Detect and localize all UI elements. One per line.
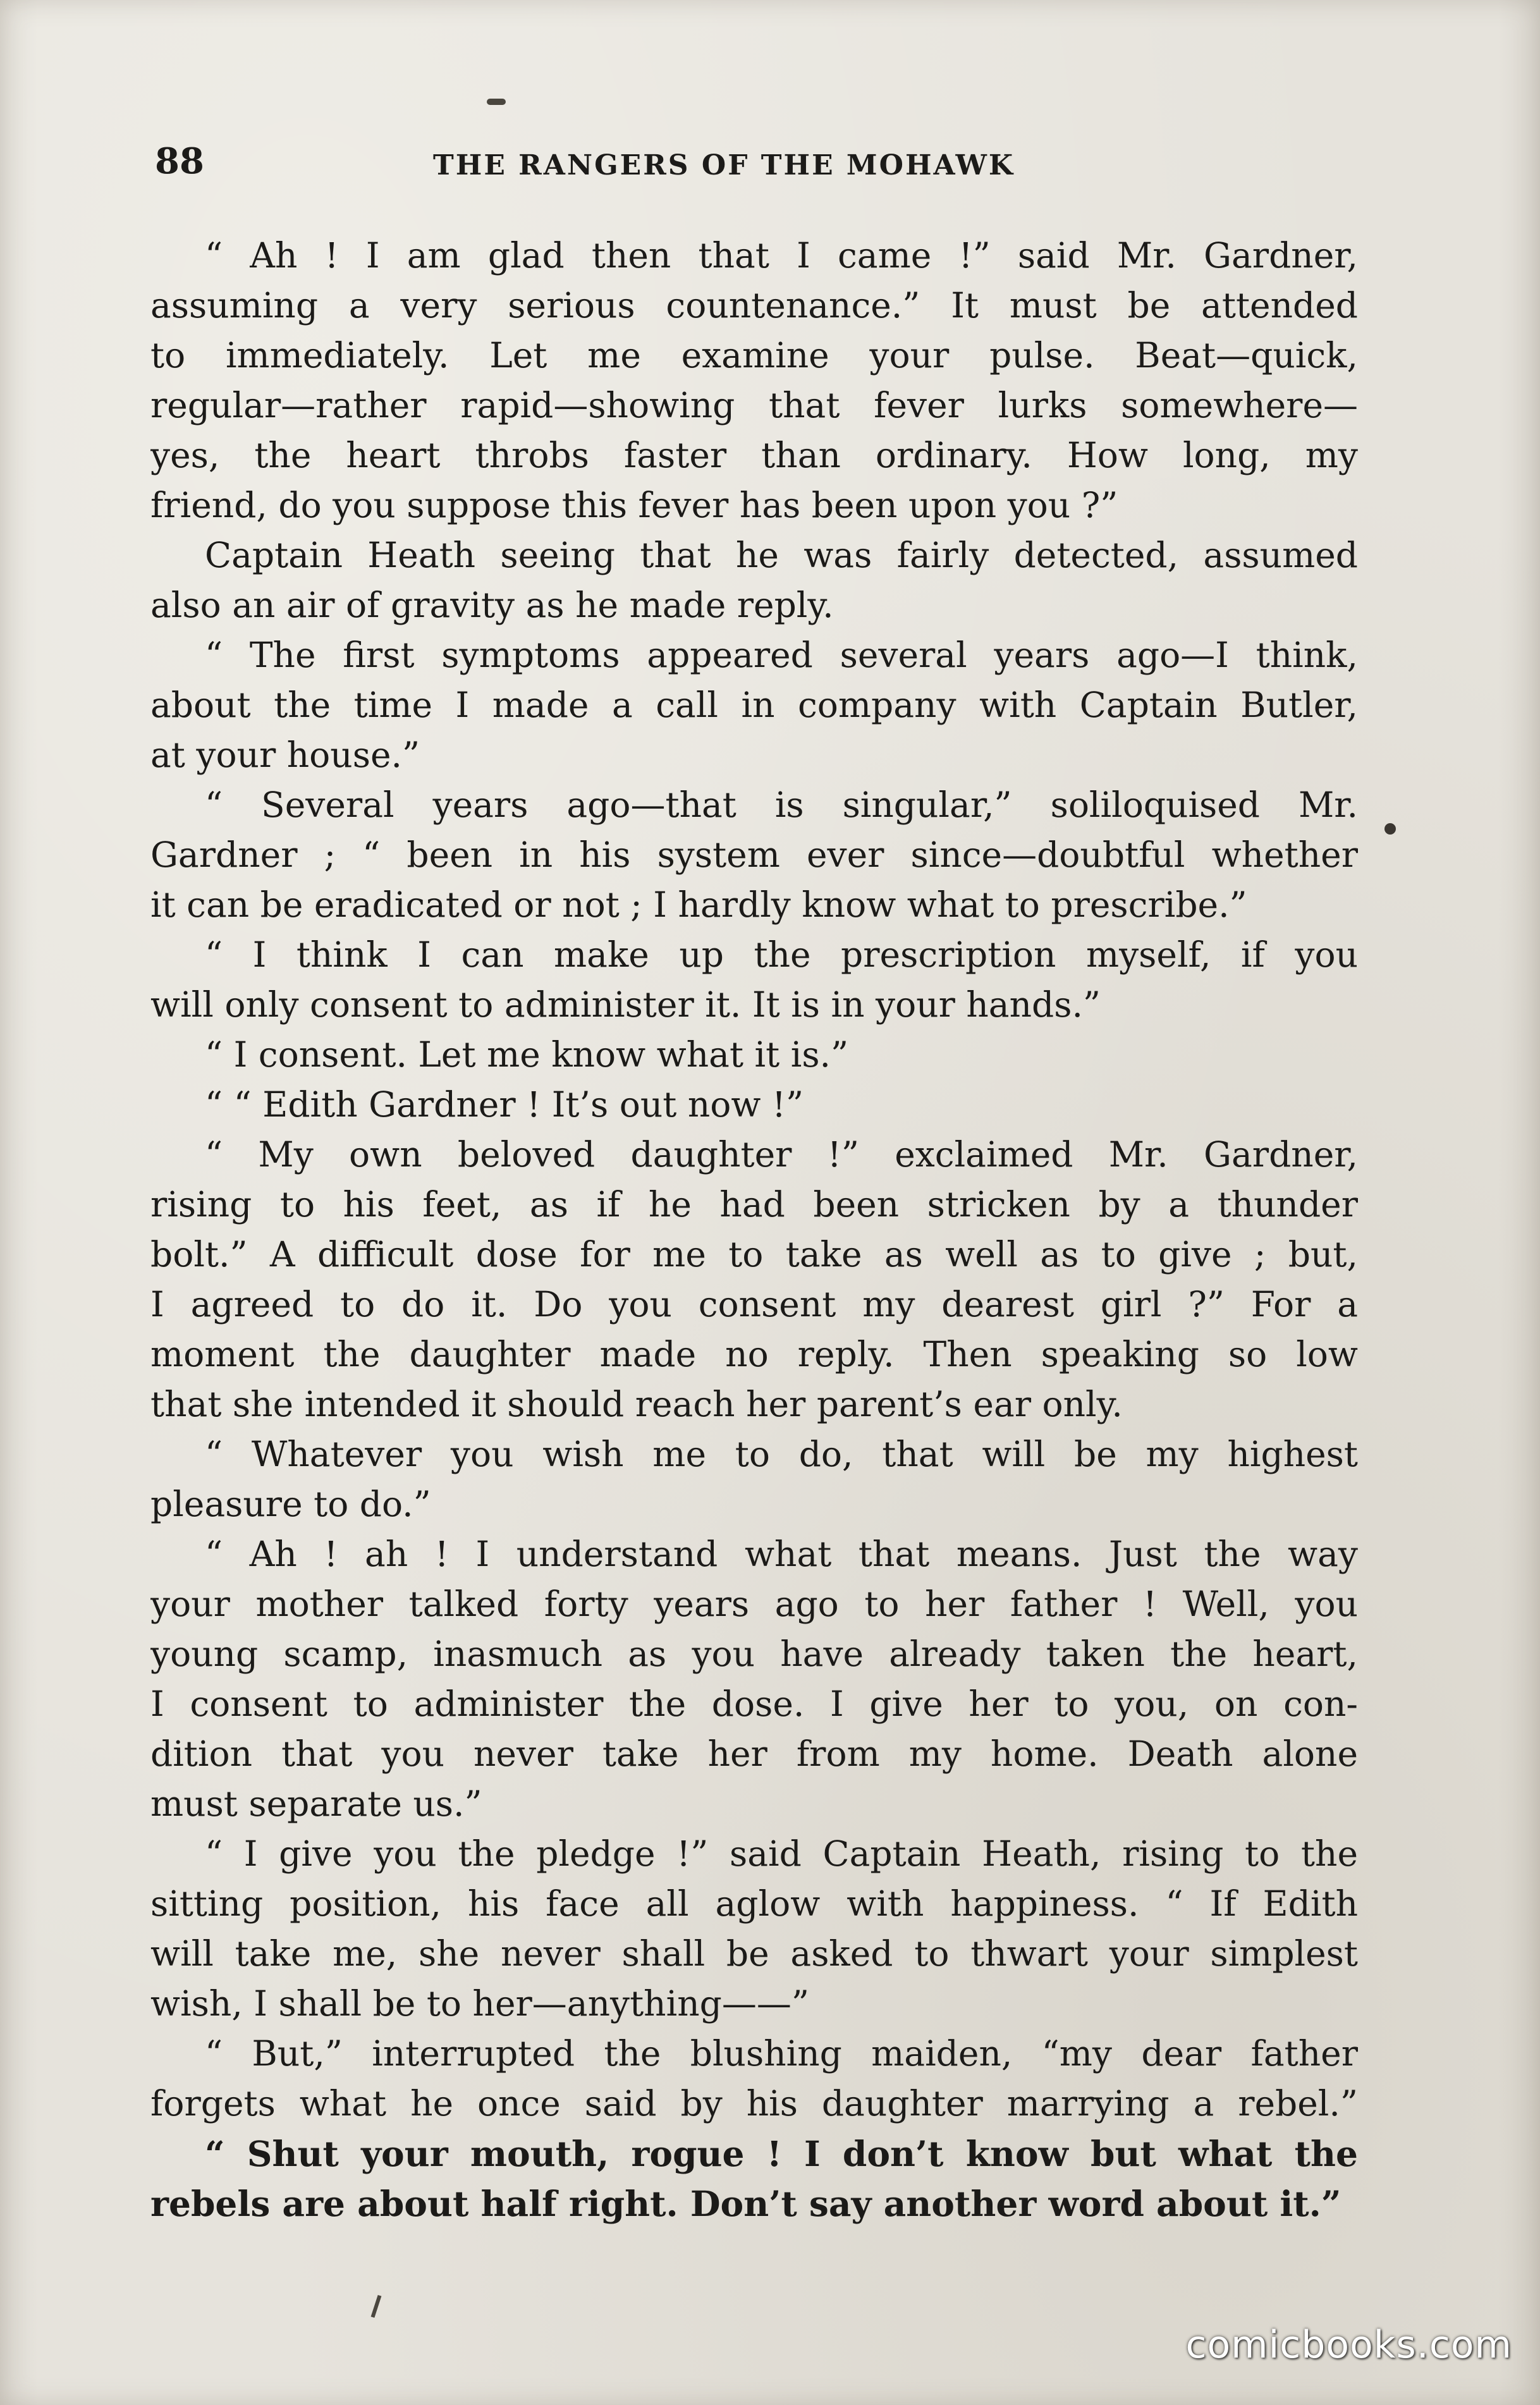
- text-line: Gardner ; “ been in his system ever since—doubtful whether: [150, 835, 1358, 875]
- text-line: your mother talked forty years ago to her father ! Well, you: [150, 1584, 1358, 1624]
- text-line: will only consent to administer it. It is in your hands.”: [150, 984, 1101, 1025]
- text-line: forgets what he once said by his daughter marrying a rebel.”: [150, 2083, 1358, 2124]
- text-line: “ Several years ago—that is singular,” soliloquised Mr.: [205, 785, 1358, 825]
- watermark: comicbooks.com: [1185, 2323, 1512, 2367]
- text-line: wish, I shall be to her—anything——”: [150, 1983, 809, 2024]
- text-line: must separate us.”: [150, 1784, 482, 1824]
- text-line: “ But,” interrupted the blushing maiden, “my dear father: [205, 2033, 1358, 2074]
- text-line: about the time I made a call in company with Captain Butler,: [150, 685, 1358, 725]
- text-line: at your house.”: [150, 735, 420, 775]
- text-line: friend, do you suppose this fever has been upon you ?”: [150, 485, 1118, 525]
- text-line: moment the daughter made no reply. Then speaking so low: [150, 1334, 1358, 1374]
- text-line: “ Shut your mouth, rogue ! I don’t know but what the: [205, 2133, 1358, 2174]
- text-line: yes, the heart throbs faster than ordinary. How long, my: [150, 435, 1358, 475]
- text-line: “ My own beloved daughter !” exclaimed Mr. Gardner,: [205, 1134, 1358, 1175]
- text-line: it can be eradicated or not ; I hardly know what to prescribe.”: [150, 884, 1247, 925]
- body-text: [150, 231, 1358, 2229]
- text-line: I consent to administer the dose. I give her to you, on con-: [150, 1684, 1358, 1724]
- text-line: assuming a very serious countenance.” It must be attended: [150, 285, 1358, 326]
- text-line: “ I think I can make up the prescription myself, if you: [205, 934, 1358, 975]
- text-line: also an air of gravity as he made reply.: [150, 585, 834, 625]
- text-line: “ Ah ! ah ! I understand what that means. Just the way: [205, 1534, 1358, 1574]
- ink-mark: [371, 2295, 382, 2318]
- running-title: THE RANGERS OF THE MOHAWK: [433, 149, 1015, 181]
- text-line: rebels are about half right. Don’t say another word about it.”: [150, 2183, 1341, 2224]
- text-line: that she intended it should reach her parent’s ear only.: [150, 1384, 1123, 1424]
- text-line: rising to his feet, as if he had been stricken by a thunder: [150, 1184, 1358, 1225]
- text-line: will take me, she never shall be asked to thwart your simplest: [150, 1933, 1358, 1974]
- text-line: pleasure to do.”: [150, 1484, 431, 1524]
- text-line: “ I give you the pledge !” said Captain Heath, rising to the: [205, 1833, 1358, 1874]
- text-line: Captain Heath seeing that he was fairly detected, assumed: [205, 535, 1358, 575]
- text-line: “ The first symptoms appeared several years ago—I think,: [205, 635, 1358, 675]
- text-line: dition that you never take her from my home. Death alone: [150, 1734, 1358, 1774]
- text-line: “ Whatever you wish me to do, that will be my highest: [205, 1434, 1358, 1474]
- text-line: “ “ Edith Gardner ! It’s out now !”: [205, 1084, 804, 1125]
- ink-speck: [1384, 823, 1396, 835]
- text-line: young scamp, inasmuch as you have already taken the heart,: [150, 1634, 1358, 1674]
- text-line: “ Ah ! I am glad then that I came !” said Mr. Gardner,: [205, 235, 1358, 276]
- text-line: I agreed to do it. Do you consent my dearest girl ?” For a: [150, 1284, 1358, 1325]
- text-line: bolt.” A difficult dose for me to take as well as to give ; but,: [150, 1234, 1358, 1275]
- page-number: 88: [155, 140, 204, 182]
- text-line: to immediately. Let me examine your pulse. Beat—quick,: [150, 335, 1358, 376]
- page-header: [155, 140, 1356, 191]
- text-line: regular—rather rapid—showing that fever lurks somewhere—: [150, 385, 1358, 425]
- text-line: “ I consent. Let me know what it is.”: [205, 1034, 849, 1075]
- text-line: sitting position, his face all aglow with happiness. “ If Edith: [150, 1883, 1358, 1924]
- ink-mark: [487, 99, 506, 105]
